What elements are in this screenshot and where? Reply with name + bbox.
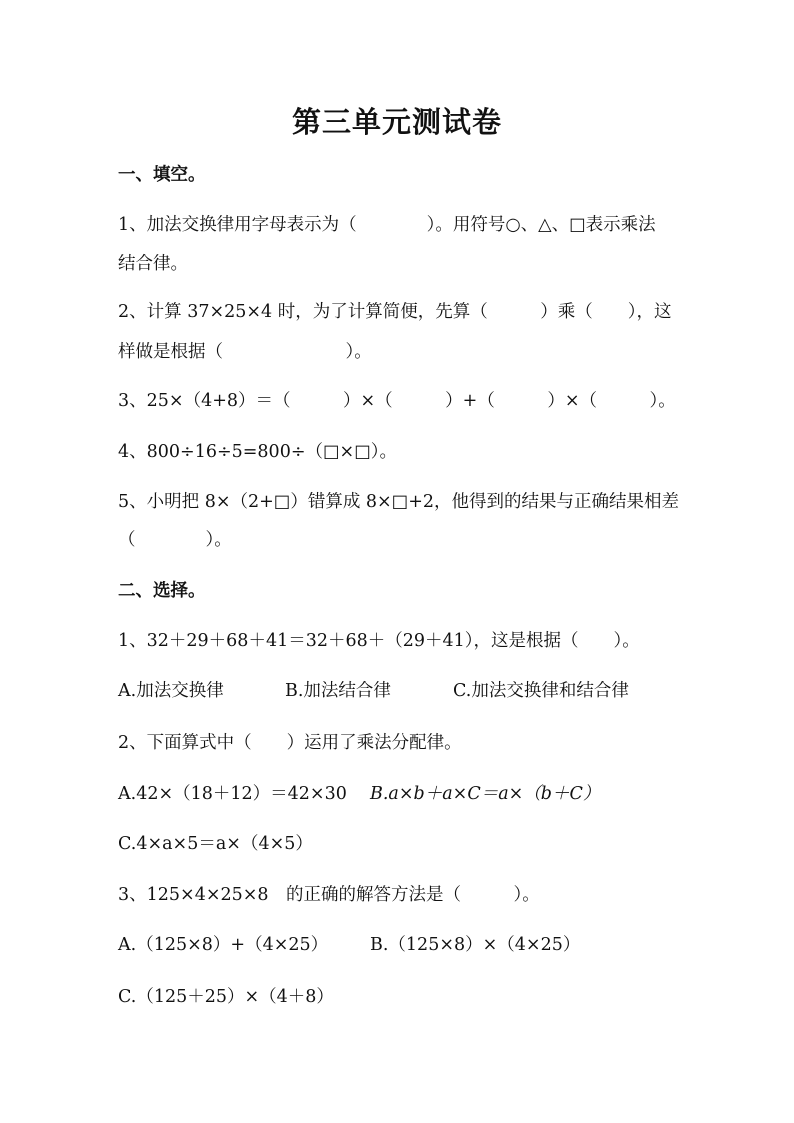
choice-question-2-option-b: B.a×b＋a×C＝a×（b＋C） xyxy=(370,784,601,804)
question-1-line-1: 1、加法交换律用字母表示为（ ）。用符号○、△、□表示乘法 xyxy=(118,215,656,235)
choice-question-1-option-a: A.加法交换律 xyxy=(118,681,224,701)
question-5-line-1: 5、小明把 8×（2+□）错算成 8×□+2，他得到的结果与正确结果相差 xyxy=(118,492,680,512)
choice-question-2-option-a: A.42×（18＋12）＝42×30 xyxy=(118,784,347,804)
choice-question-1-option-c: C.加法交换律和结合律 xyxy=(453,681,629,701)
question-4: 4、800÷16÷5=800÷（□×□）。 xyxy=(118,442,397,462)
question-2-line-1: 2、计算 37×25×4 时，为了计算简便，先算（ ）乘（ ），这 xyxy=(118,302,672,322)
section-heading-fill-in: 一、填空。 xyxy=(118,165,206,185)
question-3: 3、25×（4+8）＝（ ）×（ ）+（ ）×（ ）。 xyxy=(118,391,676,411)
question-5-line-2: （ ）。 xyxy=(118,530,232,550)
choice-question-1-option-b: B.加法结合律 xyxy=(285,681,391,701)
choice-question-3-option-b: B.（125×8）×（4×25） xyxy=(370,935,581,955)
choice-question-3-option-c: C.（125＋25）×（4＋8） xyxy=(118,987,334,1007)
choice-question-3-option-a: A.（125×8）+（4×25） xyxy=(118,935,329,955)
section-heading-multiple-choice: 二、选择。 xyxy=(118,581,206,601)
page-title: 第三单元测试卷 xyxy=(291,105,502,139)
choice-question-2-option-c: C.4×a×5＝a×（4×5） xyxy=(118,834,313,854)
question-1-line-2: 结合律。 xyxy=(118,254,188,274)
choice-question-1: 1、32＋29＋68＋41＝32＋68＋（29＋41），这是根据（ ）。 xyxy=(118,631,640,651)
choice-question-3: 3、125×4×25×8 的正确的解答方法是（ ）。 xyxy=(118,885,540,905)
choice-question-2: 2、下面算式中（ ）运用了乘法分配律。 xyxy=(118,733,462,753)
question-2-line-2: 样做是根据（ ）。 xyxy=(118,342,372,362)
